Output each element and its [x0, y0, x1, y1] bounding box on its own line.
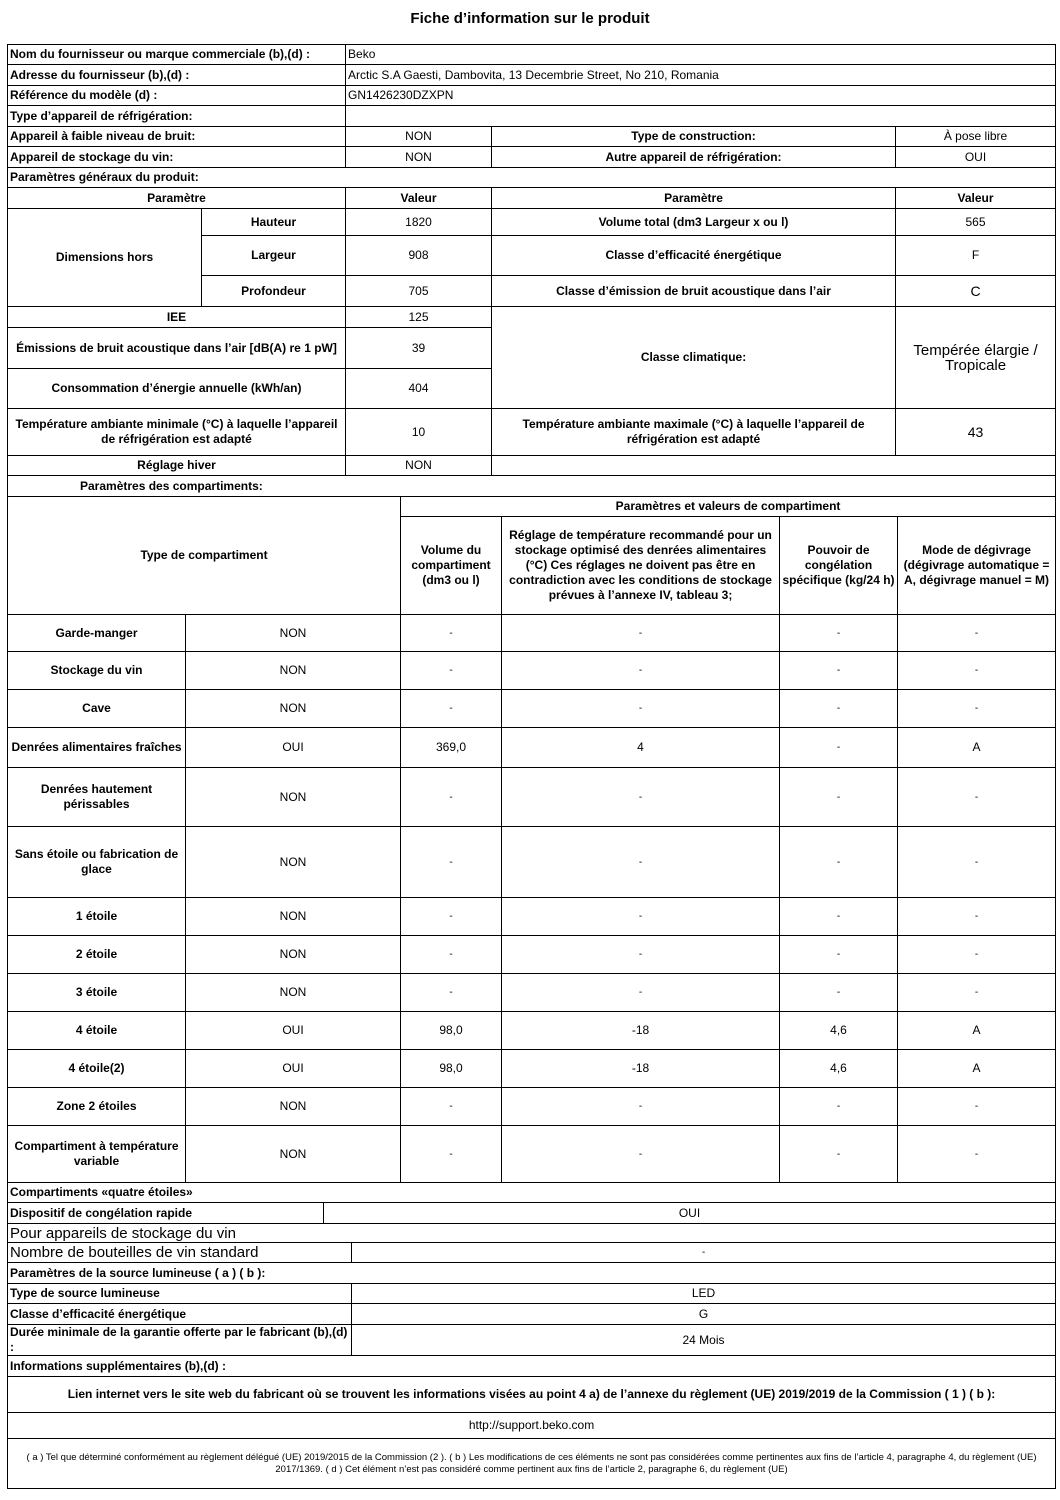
compartment-name: Cave: [8, 690, 186, 728]
wine-section-label: Pour appareils de stockage du vin: [8, 1224, 1056, 1243]
compartment-volume: -: [401, 936, 502, 974]
min-temp-value: 10: [346, 409, 492, 456]
compartment-row: [8, 652, 1056, 690]
compartment-temp: -: [502, 936, 780, 974]
compartment-row: [8, 1088, 1056, 1126]
compartment-name: 2 étoile: [8, 936, 186, 974]
manufacturer-link-label: Lien internet vers le site web du fabricant où se trouvent les informations visées au point 4 a) de l’annexe du règlement (UE) 2019/2019 de la Commission ( 1 ) ( b ):: [8, 1377, 1056, 1413]
noise-emission-label: Émissions de bruit acoustique dans l’air [dB(A) re 1 pW]: [8, 328, 346, 369]
height-value: 1820: [346, 209, 492, 236]
compartment-present: OUI: [186, 1012, 401, 1050]
energy-class-value: F: [896, 236, 1056, 276]
construction-label: Type de construction:: [492, 127, 896, 147]
max-temp-value: 43: [896, 409, 1056, 456]
noise-class-label: Classe d’émission de bruit acoustique dans l’air: [492, 276, 896, 307]
compartment-defrost: -: [898, 827, 1056, 898]
compartment-freezing: -: [780, 652, 898, 690]
footnote: ( a ) Tel que déterminé conformément au règlement délégué (UE) 2019/2015 de la Commission (2 ). ( b ) Les modifications de ces éléments ne sont pas considérées comme pertinentes aux fins de l’article 4, paragraphe 4, du règlement (UE) 2017/1369. ( d ) Cet élément n’est pas considéré comme pertinent aux fins de l’article 2, paragraphe 6, du règlement (UE): [8, 1439, 1056, 1489]
compartment-volume: 98,0: [401, 1050, 502, 1088]
compartment-name: Denrées alimentaires fraîches: [8, 728, 186, 768]
compartment-params-header: Paramètres et valeurs de compartiment: [401, 497, 1056, 517]
light-type-value: LED: [352, 1284, 1056, 1304]
compartment-name: 1 étoile: [8, 898, 186, 936]
iee-value: 125: [346, 307, 492, 328]
header-valeur: Valeur: [346, 188, 492, 209]
warranty-value: 24 Mois: [352, 1325, 1056, 1356]
model-label: Référence du modèle (d) :: [8, 86, 346, 106]
compartment-temp: -18: [502, 1050, 780, 1088]
general-table: [7, 44, 1056, 497]
light-class-label: Classe d’efficacité énergétique: [8, 1304, 352, 1325]
light-type-label: Type de source lumineuse: [8, 1284, 352, 1304]
winter-empty-cell: [492, 456, 1056, 476]
header-parametre-2: Paramètre: [492, 188, 896, 209]
compartment-freezing: -: [780, 827, 898, 898]
product-sheet: [7, 44, 1055, 1489]
compartment-defrost: -: [898, 1088, 1056, 1126]
model-value: GN1426230DZXPN: [346, 86, 1056, 106]
compartment-name: Garde-manger: [8, 615, 186, 652]
col-volume-header: Volume du compartiment (dm3 ou l): [401, 517, 502, 615]
noise-emission-value: 39: [346, 328, 492, 369]
noise-class-value: C: [896, 276, 1056, 307]
compartment-row: [8, 827, 1056, 898]
wine-bottles-value: -: [352, 1243, 1056, 1263]
compartment-row: [8, 1012, 1056, 1050]
col-freezing-header: Pouvoir de congélation spécifique (kg/24 h): [780, 517, 898, 615]
appliance-type-label: Type d’appareil de réfrigération:: [8, 106, 346, 127]
compartment-temp: -: [502, 1088, 780, 1126]
compartment-name: Stockage du vin: [8, 652, 186, 690]
winter-setting-value: NON: [346, 456, 492, 476]
other-appliance-label: Autre appareil de réfrigération:: [492, 147, 896, 168]
four-star-section-label: Compartiments «quatre étoiles»: [8, 1183, 1056, 1203]
compartment-temp: -: [502, 690, 780, 728]
compartment-name: Compartiment à température variable: [8, 1126, 186, 1183]
compartment-volume: -: [401, 652, 502, 690]
depth-value: 705: [346, 276, 492, 307]
climate-class-label: Classe climatique:: [492, 307, 896, 409]
page-title: Fiche d’information sur le produit: [410, 10, 650, 27]
total-volume-value: 565: [896, 209, 1056, 236]
compartment-freezing: -: [780, 898, 898, 936]
compartment-volume: -: [401, 898, 502, 936]
supplier-address-value: Arctic S.A Gaesti, Dambovita, 13 Decembrie Street, No 210, Romania: [346, 65, 1056, 86]
compartment-present: NON: [186, 768, 401, 827]
wine-appliance-label: Appareil de stockage du vin:: [8, 147, 346, 168]
compartment-temp: -: [502, 615, 780, 652]
compartment-volume: -: [401, 1126, 502, 1183]
low-noise-label: Appareil à faible niveau de bruit:: [8, 127, 346, 147]
compartment-row: [8, 690, 1056, 728]
total-volume-label: Volume total (dm3 Largeur x ou l): [492, 209, 896, 236]
low-noise-value: NON: [346, 127, 492, 147]
col-defrost-header: Mode de dégivrage (dégivrage automatique = A, dégivrage manuel = M): [898, 517, 1056, 615]
compartment-volume: -: [401, 615, 502, 652]
compartment-defrost: -: [898, 615, 1056, 652]
header-valeur-2: Valeur: [896, 188, 1056, 209]
wine-bottles-label: Nombre de bouteilles de vin standard: [8, 1243, 352, 1263]
compartment-defrost: -: [898, 936, 1056, 974]
compartment-freezing: -: [780, 1088, 898, 1126]
min-temp-label: Température ambiante minimale (°C) à laquelle l’appareil de réfrigération est adapté: [8, 409, 346, 456]
additional-info-label: Informations supplémentaires (b),(d) :: [8, 1356, 1056, 1377]
compartment-present: NON: [186, 1126, 401, 1183]
light-section-label: Paramètres de la source lumineuse ( a ) ( b ):: [8, 1263, 1056, 1284]
compartment-freezing: -: [780, 768, 898, 827]
compartment-present: NON: [186, 827, 401, 898]
compartment-name: Sans étoile ou fabrication de glace: [8, 827, 186, 898]
compartment-row: [8, 728, 1056, 768]
compartment-defrost: -: [898, 768, 1056, 827]
compartment-freezing: -: [780, 690, 898, 728]
compartments-section-label: Paramètres des compartiments:: [8, 476, 1056, 497]
annual-consumption-value: 404: [346, 369, 492, 409]
climate-class-value: Tempérée élargie / Tropicale: [896, 307, 1056, 409]
compartment-row: [8, 1126, 1056, 1183]
compartment-present: OUI: [186, 1050, 401, 1088]
compartment-row: [8, 974, 1056, 1012]
depth-label: Profondeur: [202, 276, 346, 307]
compartment-row: [8, 936, 1056, 974]
compartment-temp: -: [502, 974, 780, 1012]
compartment-type-header: Type de compartiment: [8, 497, 401, 615]
compartment-present: NON: [186, 1088, 401, 1126]
compartment-defrost: A: [898, 1050, 1056, 1088]
compartment-defrost: -: [898, 652, 1056, 690]
lower-table: [7, 1182, 1056, 1489]
compartment-present: NON: [186, 615, 401, 652]
compartment-row: [8, 615, 1056, 652]
compartment-name: 4 étoile(2): [8, 1050, 186, 1088]
compartment-volume: -: [401, 974, 502, 1012]
compartment-rows: [8, 615, 1056, 1183]
compartment-volume: 98,0: [401, 1012, 502, 1050]
annual-consumption-label: Consommation d’énergie annuelle (kWh/an): [8, 369, 346, 409]
compartment-volume: -: [401, 827, 502, 898]
manufacturer-link[interactable]: http://support.beko.com: [8, 1413, 1056, 1439]
compartment-defrost: -: [898, 974, 1056, 1012]
appliance-type-value: [346, 106, 1056, 127]
compartment-name: Denrées hautement périssables: [8, 768, 186, 827]
warranty-label: Durée minimale de la garantie offerte par le fabricant (b),(d) :: [8, 1325, 352, 1356]
max-temp-label: Température ambiante maximale (°C) à laquelle l’appareil de réfrigération est adapté: [492, 409, 896, 456]
width-value: 908: [346, 236, 492, 276]
quick-freeze-label: Dispositif de congélation rapide: [8, 1203, 324, 1224]
height-label: Hauteur: [202, 209, 346, 236]
compartment-present: NON: [186, 652, 401, 690]
compartment-volume: -: [401, 690, 502, 728]
compartment-table: [7, 496, 1056, 1183]
compartment-freezing: -: [780, 936, 898, 974]
compartment-defrost: -: [898, 898, 1056, 936]
construction-value: À pose libre: [896, 127, 1056, 147]
iee-label: IEE: [8, 307, 346, 328]
compartment-freezing: -: [780, 974, 898, 1012]
compartment-temp: -: [502, 1126, 780, 1183]
energy-class-label: Classe d’efficacité énergétique: [492, 236, 896, 276]
compartment-name: Zone 2 étoiles: [8, 1088, 186, 1126]
compartment-temp: 4: [502, 728, 780, 768]
compartment-row: [8, 1050, 1056, 1088]
compartment-name: 4 étoile: [8, 1012, 186, 1050]
compartment-freezing: -: [780, 728, 898, 768]
compartment-row: [8, 898, 1056, 936]
compartment-freezing: -: [780, 1126, 898, 1183]
compartment-present: NON: [186, 690, 401, 728]
compartment-temp: -: [502, 827, 780, 898]
compartment-present: OUI: [186, 728, 401, 768]
compartment-defrost: A: [898, 1012, 1056, 1050]
compartment-row: [8, 768, 1056, 827]
compartment-present: NON: [186, 898, 401, 936]
supplier-address-label: Adresse du fournisseur (b),(d) :: [8, 65, 346, 86]
compartment-present: NON: [186, 936, 401, 974]
width-label: Largeur: [202, 236, 346, 276]
quick-freeze-value: OUI: [324, 1203, 1056, 1224]
compartment-freezing: 4,6: [780, 1050, 898, 1088]
compartment-defrost: -: [898, 1126, 1056, 1183]
compartment-temp: -: [502, 898, 780, 936]
compartment-temp: -18: [502, 1012, 780, 1050]
supplier-name-value: Beko: [346, 45, 1056, 65]
compartment-freezing: -: [780, 615, 898, 652]
header-parametre: Paramètre: [8, 188, 346, 209]
compartment-name: 3 étoile: [8, 974, 186, 1012]
winter-setting-label: Réglage hiver: [8, 456, 346, 476]
compartment-temp: -: [502, 768, 780, 827]
wine-appliance-value: NON: [346, 147, 492, 168]
col-temp-header: Réglage de température recommandé pour un stockage optimisé des denrées alimentaires (°C) Ces réglages ne doivent pas être en contradiction avec les conditions de stockage prévues à l’annexe IV, tableau 3;: [502, 517, 780, 615]
supplier-name-label: Nom du fournisseur ou marque commerciale (b),(d) :: [8, 45, 346, 65]
compartment-volume: 369,0: [401, 728, 502, 768]
dimensions-label: Dimensions hors: [8, 209, 202, 307]
compartment-temp: -: [502, 652, 780, 690]
compartment-defrost: -: [898, 690, 1056, 728]
general-section-label: Paramètres généraux du produit:: [8, 168, 1056, 188]
compartment-present: NON: [186, 974, 401, 1012]
light-class-value: G: [352, 1304, 1056, 1325]
compartment-defrost: A: [898, 728, 1056, 768]
compartment-freezing: 4,6: [780, 1012, 898, 1050]
compartment-volume: -: [401, 1088, 502, 1126]
compartment-volume: -: [401, 768, 502, 827]
other-appliance-value: OUI: [896, 147, 1056, 168]
